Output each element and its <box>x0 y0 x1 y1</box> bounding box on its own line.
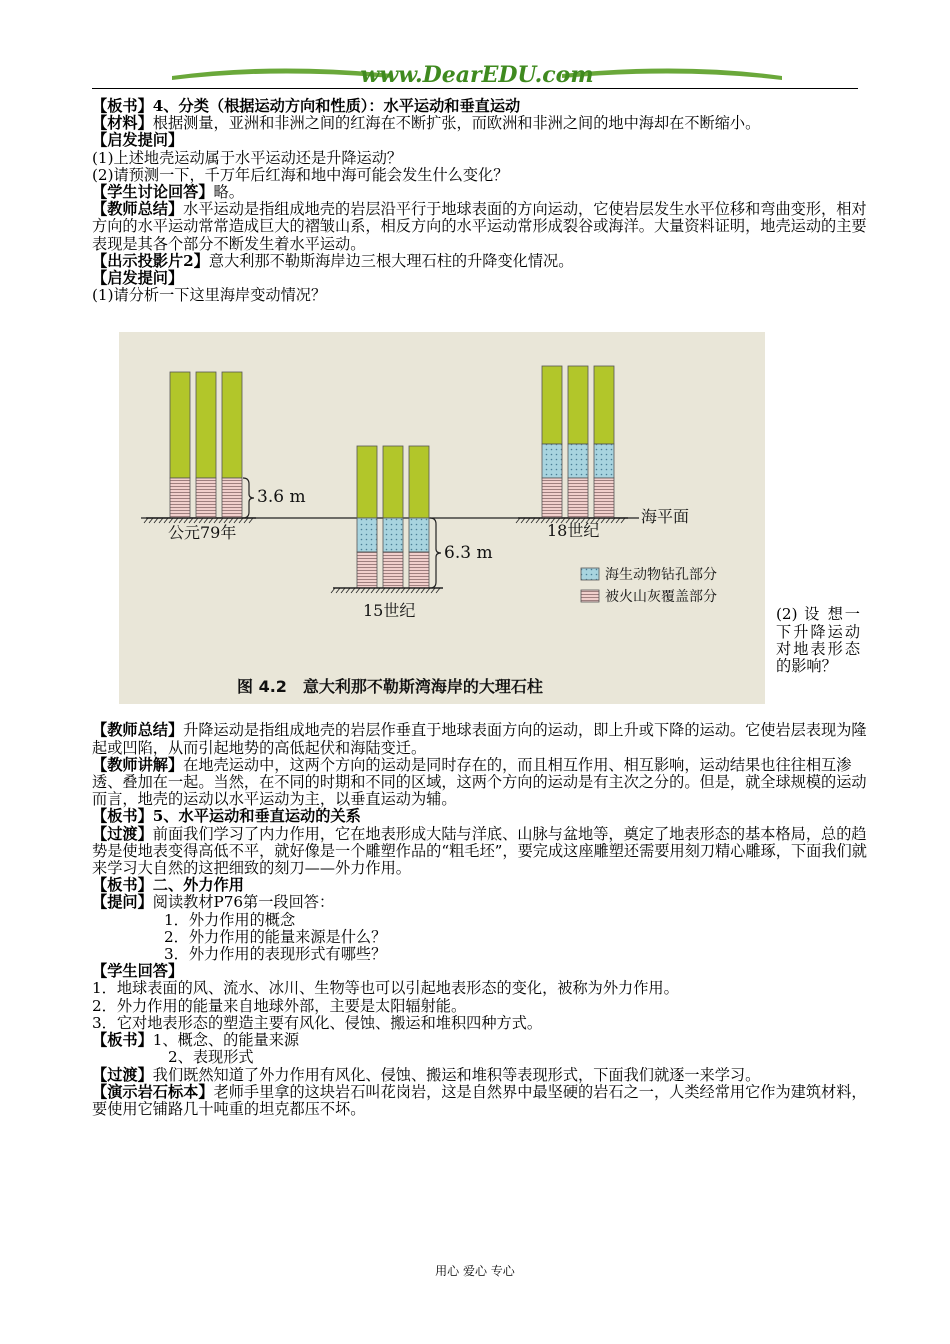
header-rule <box>92 88 858 89</box>
section-tag: 【启发提问】 <box>92 269 184 288</box>
group-label-15c: 15世纪 <box>363 601 416 621</box>
ground-hatch <box>249 518 253 523</box>
page-footer: 用心 爱心 专心 <box>435 1264 515 1278</box>
paragraph-text: 前面我们学习了内力作用，它在地表形成大陆与洋底、山脉与盆地等，奠定了地表形态的基本格局，总的趋势是使地表变得高低不平，就好像是一个雕塑作品的“粗毛坯”，要完成这座雕塑还需要用刻刀精心雕琢，下面我们就来学习大自然的这把细致的刻刀——外力作用。 <box>92 824 867 878</box>
sea-level-label: 海平面 <box>641 507 690 527</box>
pillar-upper <box>594 366 614 444</box>
section-tag: 【演示岩石标本】 <box>92 1082 214 1101</box>
ground-hatch <box>406 588 410 593</box>
ground-hatch <box>601 518 605 523</box>
section-tag: 【板书】 <box>92 97 153 115</box>
ground-hatch <box>401 588 405 593</box>
pillar-ash-zone <box>383 552 403 588</box>
ground-hatch <box>381 588 385 593</box>
pillar-boring-zone <box>594 444 614 478</box>
group-label-18c: 18世纪 <box>547 521 600 541</box>
paragraph-text: 3．它对地表形态的塑造主要有风化、侵蚀、搬运和堆积四种方式。 <box>92 1013 543 1032</box>
ground-hatch <box>149 518 153 523</box>
ground-hatch <box>606 518 610 523</box>
paragraph-text: (2)请预测一下，千万年后红海和地中海可能会发生什么变化？ <box>92 165 509 184</box>
ground-hatch <box>346 588 350 593</box>
ground-hatch <box>391 588 395 593</box>
paragraph <box>92 912 868 929</box>
paragraph <box>92 929 868 946</box>
paragraph <box>92 1015 868 1032</box>
pillar-boring-zone <box>409 518 429 552</box>
paragraph <box>92 808 868 825</box>
paragraph <box>92 998 868 1015</box>
pillars-diagram <box>119 332 765 704</box>
ground-hatch <box>376 588 380 593</box>
paragraph <box>92 894 868 911</box>
pillar-ash-zone <box>357 552 377 588</box>
ground-hatch <box>341 588 345 593</box>
ground-hatch <box>421 588 425 593</box>
paragraph-text: 5、水平运动和垂直运动的关系 <box>152 807 361 826</box>
section-tag: 【学生回答】 <box>92 962 184 981</box>
section-tag: 【教师总结】 <box>92 200 184 219</box>
legend-boring-swatch <box>581 568 599 580</box>
ground-hatch <box>361 588 365 593</box>
ground-hatch <box>426 588 430 593</box>
page-header <box>92 58 858 92</box>
section-tag: 【提问】 <box>92 893 153 912</box>
pillar-boring-zone <box>568 444 588 478</box>
paragraph <box>92 1032 868 1049</box>
paragraph-text: (1)请分析一下这里海岸变动情况？ <box>92 286 327 305</box>
document-body <box>92 98 868 1118</box>
pillar-ash-zone <box>222 478 242 518</box>
section-tag: 【板书】 <box>92 876 153 895</box>
paragraph-text: 2．外力作用的能量来自地球外部，主要是太阳辐射能。 <box>92 996 467 1015</box>
paragraph-text: 升降运动是指组成地壳的岩层作垂直于地球表面方向的运动，即上升或下降的运动。它使岩层表现为隆起或凹陷，从而引起地势的高低起伏和海陆变迁。 <box>92 721 867 757</box>
ground-hatch <box>371 588 375 593</box>
ground-hatch <box>521 518 525 523</box>
paragraph <box>92 167 868 184</box>
ground-hatch <box>541 518 545 523</box>
pillar-upper <box>222 372 242 478</box>
ground-hatch <box>154 518 158 523</box>
ground-hatch <box>351 588 355 593</box>
legend-boring-label: 海生动物钻孔部分 <box>605 567 717 584</box>
site-logo-text: www.DearEDU.com <box>360 62 594 88</box>
pillar-upper <box>383 446 403 518</box>
site-logo <box>92 58 858 92</box>
ground-hatch <box>531 518 535 523</box>
ground-hatch <box>396 588 400 593</box>
paragraph <box>92 287 868 304</box>
paragraph <box>92 963 868 980</box>
paragraph-text: 二、外力作用 <box>152 876 244 895</box>
measure-label-79ad: 3.6 m <box>257 487 306 508</box>
paragraph-text: 2．外力作用的能量来源是什么？ <box>164 927 387 946</box>
paragraph <box>92 253 868 270</box>
paragraph-text: 1、概念、的能量来源 <box>152 1031 300 1050</box>
ground-hatch <box>611 518 615 523</box>
section-tag: 【教师讲解】 <box>92 755 184 774</box>
paragraph <box>92 1084 868 1118</box>
paragraph-text: 2、表现形式 <box>168 1048 254 1067</box>
paragraph-text: (1)上述地壳运动属于水平运动还是升降运动？ <box>92 148 403 167</box>
brace-79ad <box>243 478 254 518</box>
paragraph <box>92 98 868 115</box>
paragraph <box>92 115 868 132</box>
brace-15c <box>430 518 441 588</box>
paragraph-text: 我们既然知道了外力作用有风化、侵蚀、搬运和堆积等表现形式，下面我们就逐一来学习。 <box>152 1065 761 1084</box>
pillar-boring-zone <box>357 518 377 552</box>
group-label-79ad: 公元79年 <box>168 523 237 543</box>
ground-hatch <box>244 518 248 523</box>
figure-area <box>92 304 868 722</box>
ground-hatch <box>526 518 530 523</box>
legend-ash-label: 被火山灰覆盖部分 <box>605 589 717 606</box>
paragraph <box>92 877 868 894</box>
paragraph <box>92 150 868 167</box>
paragraph <box>92 722 868 756</box>
ground-hatch <box>331 588 335 593</box>
ground-hatch <box>356 588 360 593</box>
section-tag: 【过渡】 <box>92 824 153 843</box>
paragraph <box>92 757 868 809</box>
paragraph <box>92 132 868 149</box>
paragraph-text: 根据测量，亚洲和非洲之间的红海在不断扩张，而欧洲和非洲之间的地中海却在不断缩小。 <box>152 114 761 133</box>
paragraph <box>92 1049 868 1066</box>
ground-hatch <box>416 588 420 593</box>
ground-hatch <box>516 518 520 523</box>
section-tag: 【板书】 <box>92 807 153 826</box>
paragraph <box>92 1067 868 1084</box>
paragraph-text: 1．外力作用的概念 <box>164 910 296 929</box>
pillar-ash-zone <box>568 478 588 518</box>
pillar-ash-zone <box>409 552 429 588</box>
section-tag: 【学生讨论回答】 <box>92 183 214 202</box>
section-tag: 【板书】 <box>92 1031 153 1050</box>
section-tag: 【出示投影片2】 <box>92 251 209 270</box>
paragraph <box>92 270 868 287</box>
section-tag: 【材料】 <box>92 114 153 133</box>
ground-hatch <box>431 588 435 593</box>
pillar-ash-zone <box>594 478 614 518</box>
pillar-boring-zone <box>383 518 403 552</box>
pillar-upper <box>542 366 562 444</box>
paragraph <box>92 826 868 878</box>
side-question: (2) 设 想一下升降运动对地表形态的影响？ <box>776 605 860 676</box>
paragraph <box>92 980 868 997</box>
paragraph-text: 意大利那不勒斯海岸边三根大理石柱的升降变化情况。 <box>208 251 574 270</box>
ground-hatch <box>144 518 148 523</box>
paragraph <box>92 201 868 253</box>
ground-hatch <box>536 518 540 523</box>
paragraph <box>92 946 868 963</box>
marble-pillars-figure <box>119 332 765 704</box>
paragraph-text: 1．地球表面的风、流水、冰川、生物等也可以引起地表形态的变化，被称为外力作用。 <box>92 979 679 998</box>
pillar-upper <box>409 446 429 518</box>
paragraph-text: 在地壳运动中，这两个方向的运动是同时存在的，而且相互作用、相互影响，运动结果也往往相互渗透、叠加在一起。当然，在不同的时期和不同的区域，这两个方向的运动是有主次之分的。但是，就全球规模的运动而言，地壳的运动以水平运动为主，以垂直运动为辅。 <box>92 755 867 809</box>
legend-ash-swatch <box>581 590 599 602</box>
ground-hatch <box>239 518 243 523</box>
paragraph-text: 老师手里拿的这块岩石叫花岗岩，这是自然界中最坚硬的岩石之一，人类经常用它作为建筑材料，要使用它铺路几十吨重的坦克都压不坏。 <box>92 1082 867 1118</box>
paragraph-text: 阅读教材P76第一段回答： <box>152 893 335 912</box>
pillar-boring-zone <box>542 444 562 478</box>
section-one <box>92 98 868 304</box>
paragraph <box>92 184 868 201</box>
measure-label-15c: 6.3 m <box>444 543 493 564</box>
figure-caption: 图 4.2 意大利那不勒斯湾海岸的大理石柱 <box>237 677 543 697</box>
ground-hatch <box>436 588 440 593</box>
section-tag: 【过渡】 <box>92 1065 153 1084</box>
pillar-ash-zone <box>170 478 190 518</box>
pillar-upper <box>196 372 216 478</box>
pillar-ash-zone <box>196 478 216 518</box>
section-tag: 【启发提问】 <box>92 131 184 150</box>
pillar-upper <box>170 372 190 478</box>
ground-hatch <box>411 588 415 593</box>
paragraph-text: 水平运动是指组成地壳的岩层沿平行于地球表面的方向运动，它使岩层发生水平位移和弯曲变形，相对方向的水平运动常常造成巨大的褶皱山系，相反方向的水平运动常形成裂谷或海洋。大量资料证明，地壳运动的主要表现是其各个部分不断发生着水平运动。 <box>92 200 867 253</box>
paragraph-text: 略。 <box>213 183 244 202</box>
pillar-ash-zone <box>542 478 562 518</box>
paragraph-text: 3．外力作用的表现形式有哪些？ <box>164 945 387 964</box>
paragraph-text: 4、分类（根据运动方向和性质）：水平运动和垂直运动 <box>152 97 521 115</box>
pillar-upper <box>357 446 377 518</box>
ground-hatch <box>386 588 390 593</box>
ground-hatch <box>159 518 163 523</box>
section-two <box>92 722 868 1118</box>
ground-hatch <box>616 518 620 523</box>
section-tag: 【教师总结】 <box>92 721 184 740</box>
ground-hatch <box>336 588 340 593</box>
pillar-upper <box>568 366 588 444</box>
ground-hatch <box>621 518 625 523</box>
ground-hatch <box>366 588 370 593</box>
